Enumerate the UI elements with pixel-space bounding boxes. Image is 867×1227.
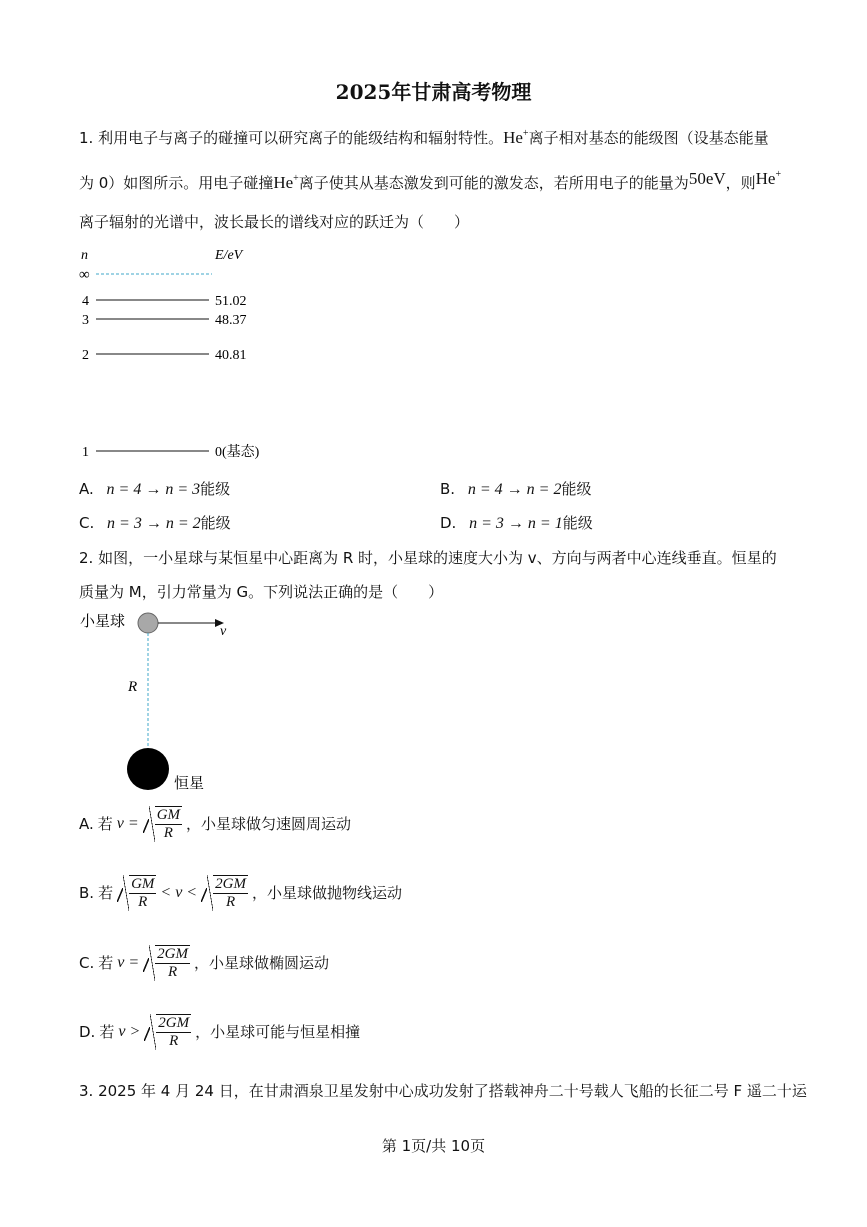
small-star-icon (138, 613, 158, 633)
option-tail: 能级 (561, 480, 592, 498)
option-inequality: < v < (160, 884, 198, 901)
option-prefix: 若 (98, 954, 114, 972)
q1-line-2 (79, 169, 782, 196)
fraction-numerator: GM (131, 876, 155, 892)
q1-text-2a: 为 0）如图所示。用电子碰撞 (79, 174, 274, 192)
option-tail: ，小星球做匀速圆周运动 (186, 815, 352, 833)
fraction-denominator: R (225, 894, 236, 910)
he-symbol: He (273, 173, 294, 192)
level-infinity-label: ∞ (79, 267, 90, 283)
q1-text-2b: 离子使其从基态激发到可能的激发态，若所用电子的能量为 (298, 174, 689, 192)
q1-option-c[interactable] (79, 513, 231, 534)
option-letter: C. (79, 514, 95, 532)
q1-text-1a: 1. 利用电子与离子的碰撞可以研究离子的能级结构和辐射特性。 (79, 129, 504, 147)
option-tail: ，小星球做椭圆运动 (194, 954, 330, 972)
q1-line-1 (79, 128, 769, 151)
level-2-n: 2 (82, 348, 89, 363)
sqrt-expression-2 (201, 875, 248, 911)
option-lhs: v = (117, 954, 140, 971)
electron-energy: 50eV (688, 169, 726, 188)
option-prefix: 若 (99, 1023, 115, 1041)
q2-line-2: 质量为 M，引力常量为 G。下列说法正确的是（ ） (79, 583, 444, 601)
star-label: 恒星 (174, 774, 205, 792)
option-tail: 能级 (200, 514, 231, 532)
option-letter: C. (79, 954, 95, 972)
option-prefix: 若 (98, 884, 114, 902)
option-tail: ，小星球做抛物线运动 (251, 884, 402, 902)
page-title: 2025年甘肃高考物理 (335, 80, 532, 104)
sqrt-expression (143, 945, 190, 981)
fraction-denominator: R (169, 1033, 179, 1049)
fraction-numerator: 2GM (157, 946, 188, 962)
q1-option-a[interactable] (79, 479, 230, 500)
level-3-energy: 48.37 (215, 313, 247, 328)
q2-option-d[interactable] (79, 1014, 360, 1050)
option-letter: A. (79, 815, 94, 833)
option-letter: B. (440, 480, 456, 498)
sqrt-expression-1 (117, 875, 156, 911)
level-3-n: 3 (82, 313, 89, 328)
sqrt-expression (144, 1014, 191, 1050)
he-ion (503, 128, 528, 147)
q3-line-1: 3. 2025 年 4 月 24 日，在甘肃酒泉卫星发射中心成功发射了搭载神舟二十号载人飞船的长征二号 F 遥二十运 (79, 1082, 807, 1100)
fraction-numerator: 2GM (158, 1015, 190, 1031)
fraction-denominator: R (163, 825, 173, 841)
level-4-energy: 51.02 (215, 294, 247, 309)
q1-text-2c: ，则 (725, 174, 756, 192)
he-symbol: He (755, 169, 776, 188)
he-ion-3 (756, 169, 781, 188)
he-charge: + (775, 169, 782, 180)
distance-label: R (128, 679, 138, 695)
option-expression: n = 3 → n = 2 (107, 515, 201, 532)
option-tail: 能级 (562, 514, 593, 532)
q2-option-c[interactable] (79, 945, 329, 981)
small-star-label: 小星球 (80, 612, 126, 630)
orbit-diagram (76, 606, 236, 796)
page-footer: 第 1页/共 10页 (381, 1137, 486, 1155)
energy-axis-label: E/eV (215, 248, 243, 263)
q1-option-b[interactable] (440, 479, 591, 500)
option-tail: ，小星球可能与恒星相撞 (195, 1023, 361, 1041)
he-ion-2 (273, 173, 298, 192)
option-tail: 能级 (200, 480, 231, 498)
q1-text-1b: 离子相对基态的能级图（设基态能量 (528, 129, 769, 147)
option-lhs: v = (116, 815, 139, 832)
option-letter: D. (440, 514, 457, 532)
level-2-energy: 40.81 (215, 348, 247, 363)
level-1-n: 1 (82, 445, 89, 460)
q2-line-1: 2. 如图，一小星球与某恒星中心距离为 R 时，小星球的速度大小为 v、方向与两者中心连线垂直。恒星的 (79, 549, 777, 567)
level-1-energy: 0(基态) (215, 445, 260, 460)
he-charge: + (522, 128, 529, 139)
star-icon (127, 748, 169, 790)
he-symbol: He (503, 128, 523, 147)
option-prefix: 若 (97, 815, 113, 833)
option-letter: D. (79, 1023, 96, 1041)
fraction-numerator: 2GM (215, 876, 246, 892)
velocity-label: v (220, 624, 227, 639)
q2-option-a[interactable] (79, 806, 351, 842)
option-letter: B. (79, 884, 95, 902)
n-axis-label: n (81, 248, 88, 263)
option-lhs: v > (118, 1023, 141, 1040)
fraction-numerator: GM (156, 807, 181, 823)
fraction-denominator: R (168, 964, 178, 980)
fraction-denominator: R (138, 894, 148, 910)
option-letter: A. (79, 480, 94, 498)
level-4-n: 4 (82, 294, 89, 309)
he-charge: + (293, 173, 299, 184)
energy-level-diagram (76, 242, 276, 464)
q1-option-d[interactable] (440, 513, 593, 534)
q2-option-b[interactable] (79, 875, 402, 911)
sqrt-expression (143, 806, 182, 842)
option-expression: n = 3 → n = 1 (469, 515, 563, 532)
option-expression: n = 4 → n = 2 (467, 481, 562, 498)
q1-line-3: 离子辐射的光谱中，波长最长的谱线对应的跃迁为（ ） (79, 213, 470, 231)
option-expression: n = 4 → n = 3 (106, 481, 201, 498)
